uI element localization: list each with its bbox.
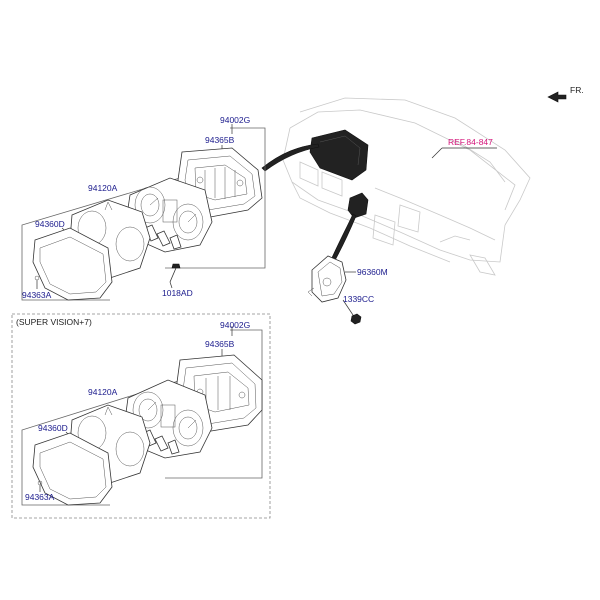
fr-label: FR.: [570, 85, 584, 95]
g2-label-94002g: 94002G: [220, 320, 251, 330]
label-1339cc: 1339CC: [343, 294, 375, 304]
dashboard-drawing: [262, 98, 530, 275]
g2-title: (SUPER VISION+7): [16, 317, 92, 327]
fr-indicator: [548, 85, 584, 102]
group-1: [22, 115, 265, 300]
ref-label: REF.84-847: [448, 137, 493, 147]
g2-label-94120a: 94120A: [88, 387, 118, 397]
label-96360m: 96360M: [357, 267, 388, 277]
g1-label-94002g: 94002G: [220, 115, 251, 125]
module-assembly: [308, 256, 388, 324]
g1-label-94363a: 94363A: [22, 290, 52, 300]
g1-label-94360d: 94360D: [35, 219, 65, 229]
g2-label-94365b: 94365B: [205, 339, 235, 349]
g1-label-1018ad: 1018AD: [162, 288, 193, 298]
g1-screw-icon: [35, 276, 39, 280]
g2-label-94360d: 94360D: [38, 423, 68, 433]
g1-label-94120a: 94120A: [88, 183, 118, 193]
g2-label-94363a: 94363A: [25, 492, 55, 502]
group-2: [12, 314, 270, 518]
bolt-icon: [351, 314, 361, 324]
g1-label-94365b: 94365B: [205, 135, 235, 145]
arrow-icon: [548, 92, 566, 102]
